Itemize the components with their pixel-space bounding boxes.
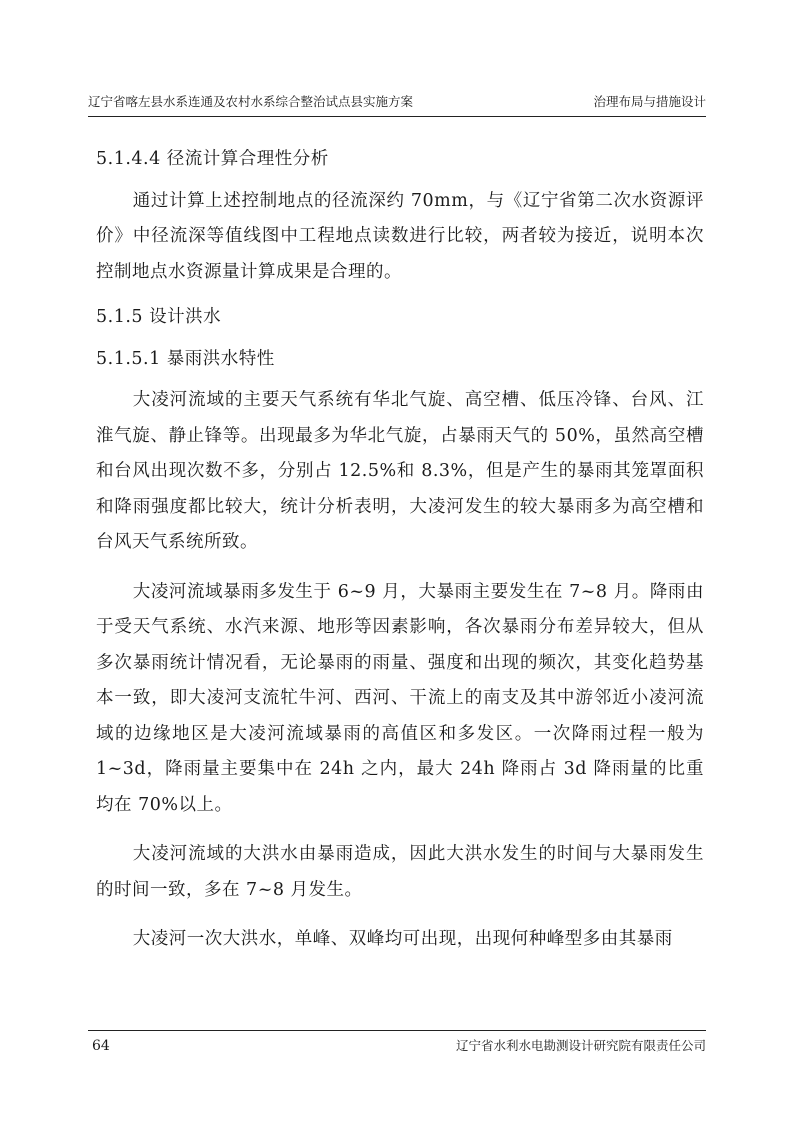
paragraph-flood-peak-type: 大凌河一次大洪水，单峰、双峰均可出现，出现何种峰型多由其暴雨 — [132, 929, 673, 949]
footer-divider — [88, 1030, 706, 1031]
page-footer — [88, 1035, 706, 1057]
header-divider — [88, 116, 706, 117]
page-number: 64 — [92, 1038, 110, 1054]
section-heading-5-1-5: 5.1.5 设计洪水 — [96, 307, 222, 327]
paragraph-weather-systems: 大凌河流域的主要天气系统有华北气旋、高空槽、低压冷锋、台风、江淮气旋、静止锋等。出现最多为华北气旋，占暴雨天气的 50%，虽然高空槽和台风出现次数不多，分别占 12.5%和 8.3%，但是产生的暴雨其笼罩面积和降雨强度都比较大，统计分析表明，大凌河发生的较大暴雨多为高空槽和台风天气系统所致。 — [96, 390, 704, 552]
page-header — [88, 90, 706, 114]
header-chapter-title: 治理布局与措施设计 — [593, 94, 706, 109]
paragraph-rainstorm-distribution: 大凌河流域暴雨多发生于 6~9 月，大暴雨主要发生在 7~8 月。降雨由于受天气系统、水汽来源、地形等因素影响，各次暴雨分布差异较大，但从多次暴雨统计情况看，无论暴雨的雨量、强度和出现的频次，其变化趋势基本一致，即大凌河支流牤牛河、西河、干流上的南支及其中游邻近小凌河流域的边缘地区是大凌河流域暴雨的高值区和多发区。一次降雨过程一般为 1~3d，降雨量主要集中在 24h 之内，最大 24h 降雨占 3d 降雨量的比重均在 70%以上。 — [96, 581, 704, 815]
paragraph-flood-timing: 大凌河流域的大洪水由暴雨造成，因此大洪水发生的时间与大暴雨发生的时间一致，多在 7~8 月发生。 — [96, 844, 704, 900]
section-heading-5-1-4-4: 5.1.4.4 径流计算合理性分析 — [96, 149, 329, 169]
paragraph-runoff-analysis: 通过计算上述控制地点的径流深约 70mm，与《辽宁省第二次水资源评价》中径流深等值线图中工程地点读数进行比较，两者较为接近，说明本次控制地点水资源量计算成果是合理的。 — [96, 190, 704, 282]
header-document-title: 辽宁省喀左县水系连通及农村水系综合整治试点县实施方案 — [88, 94, 414, 109]
section-heading-5-1-5-1: 5.1.5.1 暴雨洪水特性 — [96, 348, 275, 369]
footer-organization: 辽宁省水利水电勘测设计研究院有限责任公司 — [455, 1038, 706, 1053]
page-body — [96, 142, 704, 958]
